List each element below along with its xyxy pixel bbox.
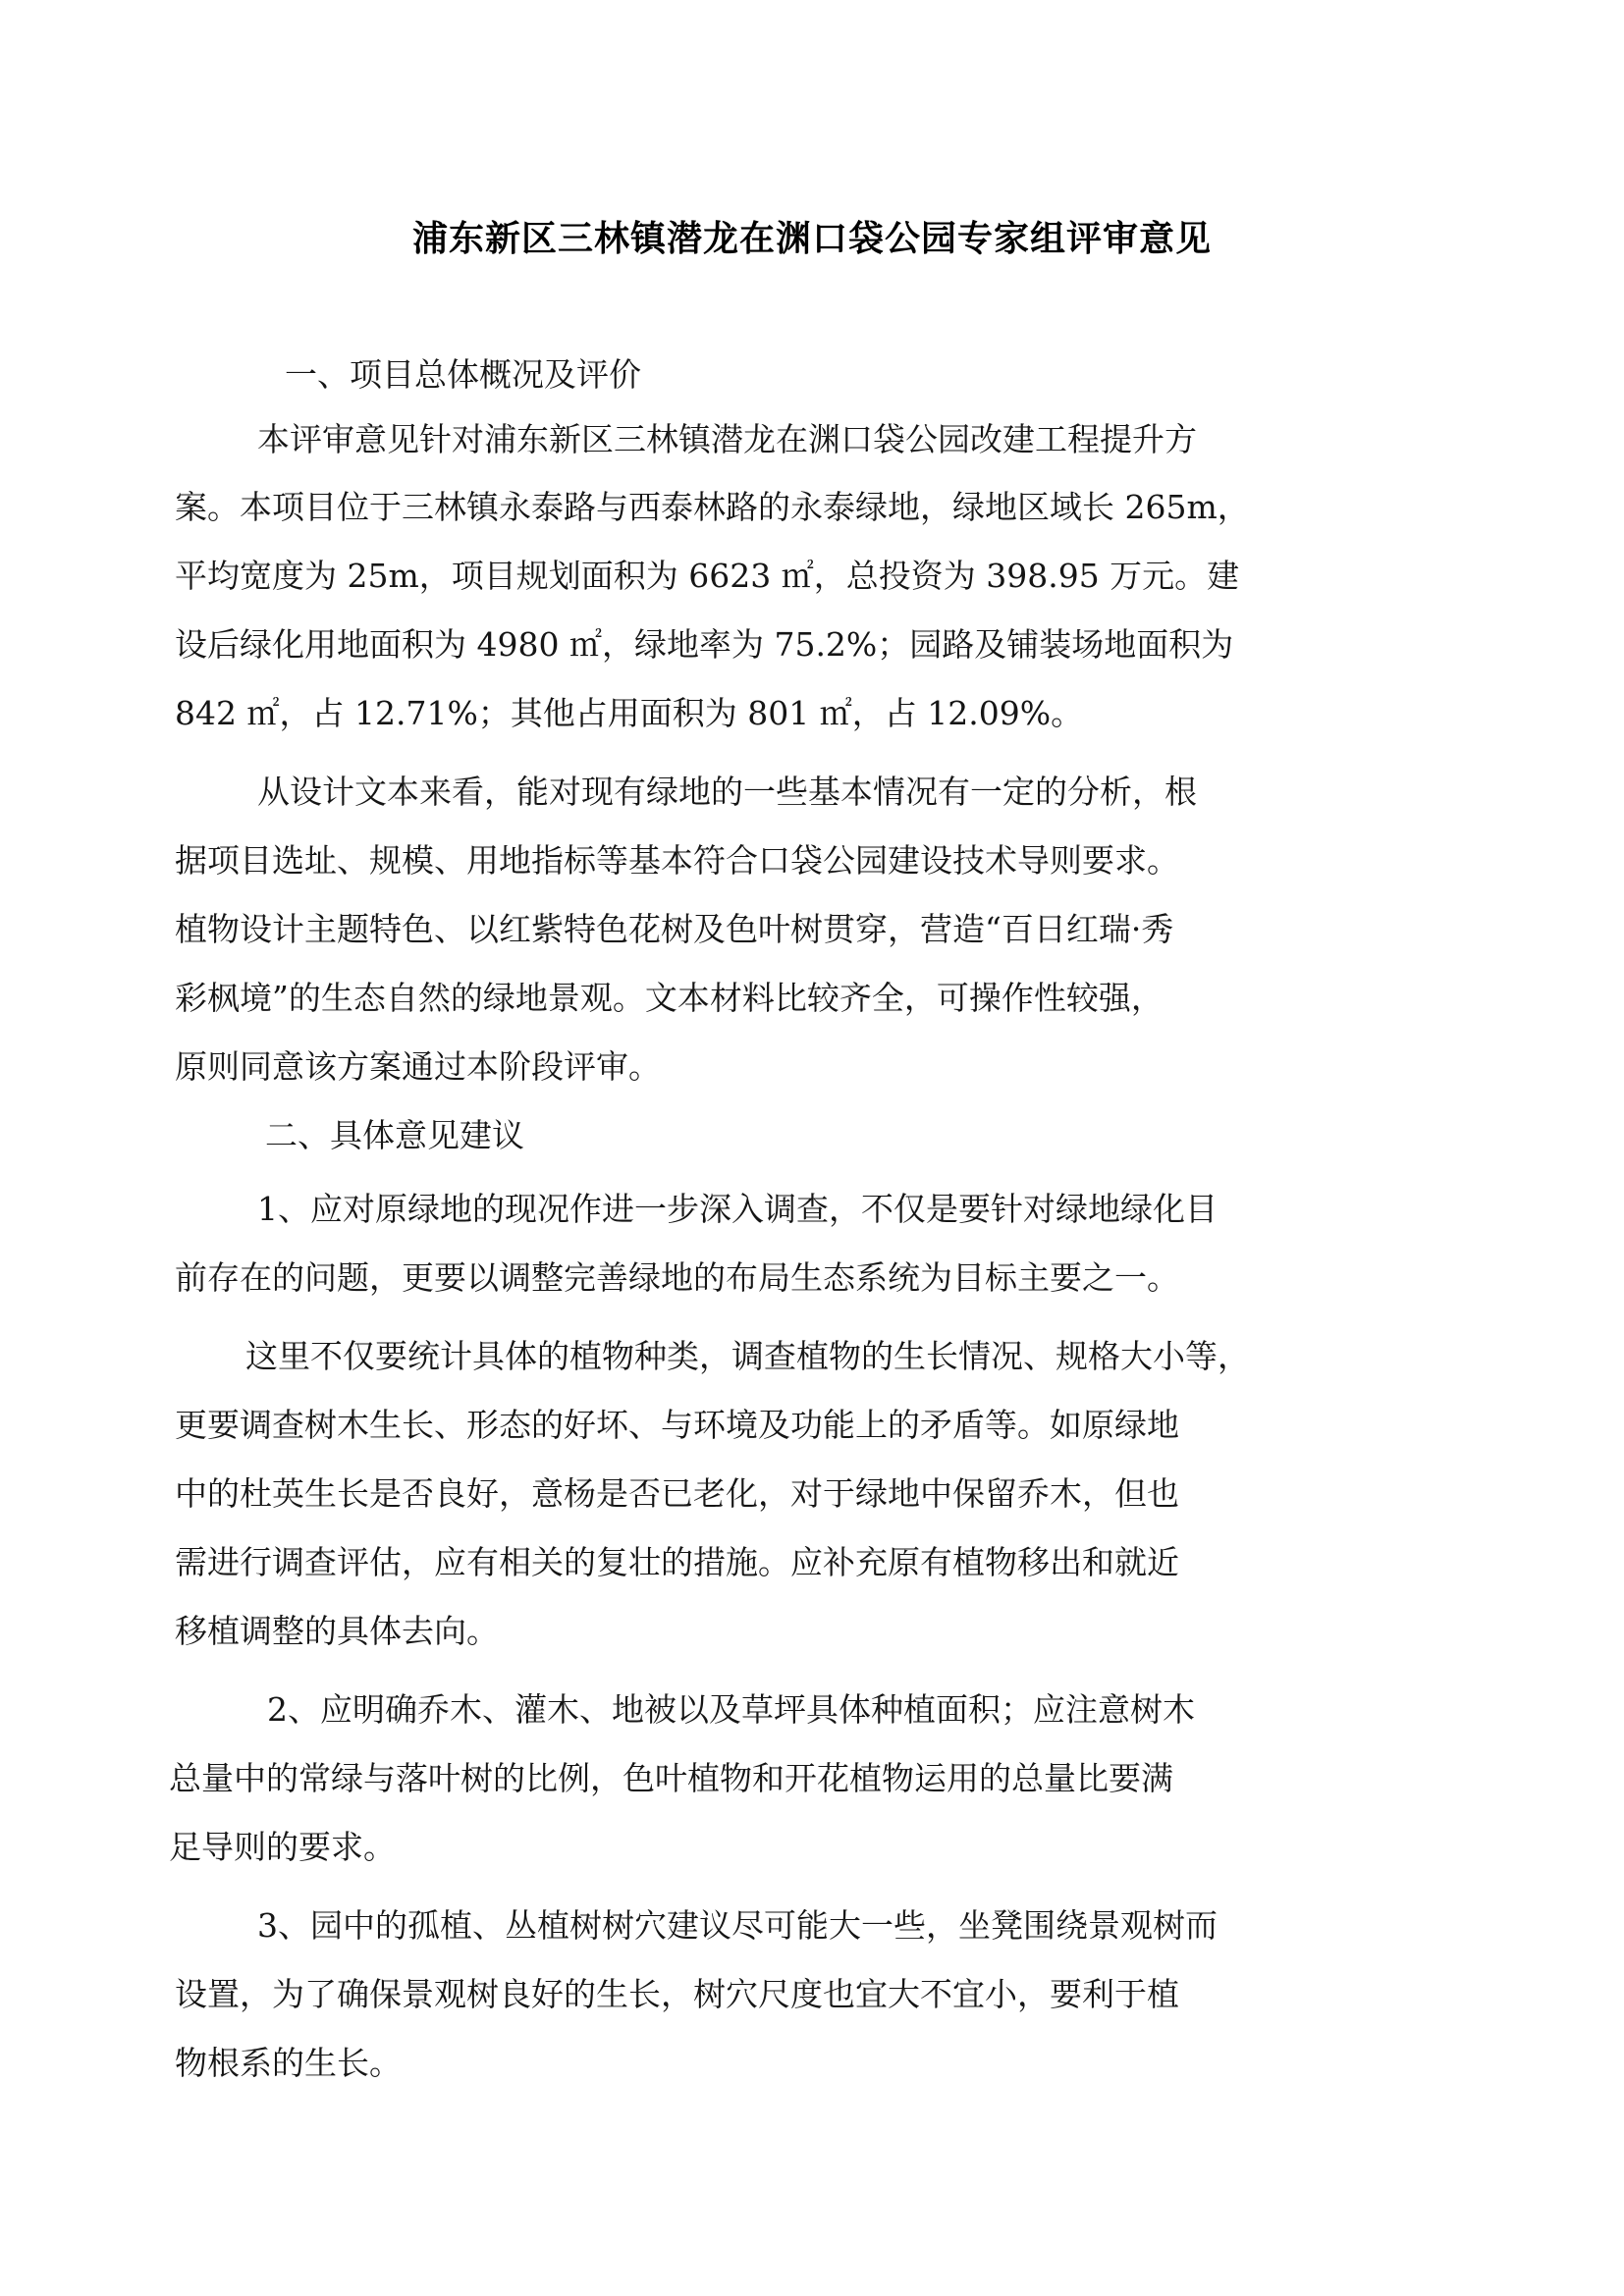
paragraph-line: 设后绿化用地面积为 4980 ㎡，绿地率为 75.2%；园路及铺装场地面积为 — [175, 625, 1234, 664]
paragraph-line: 原则同意该方案通过本阶段评审。 — [175, 1047, 661, 1086]
paragraph-line: 彩枫境”的生态自然的绿地景观。文本材料比较齐全，可操作性较强， — [175, 979, 1164, 1017]
paragraph-line: 案。本项目位于三林镇永泰路与西泰林路的永泰绿地，绿地区域长 265m， — [175, 488, 1250, 526]
suggestion-item-3-line: 3、园中的孤植、丛植树树穴建议尽可能大一些，坐凳围绕景观树而 — [257, 1906, 1218, 1945]
suggestion-item-2-line: 2、应明确乔木、灌木、地被以及草坪具体种植面积；应注意树木 — [267, 1690, 1195, 1729]
suggestion-item-1-detail-line: 中的杜英生长是否良好，意杨是否已老化，对于绿地中保留乔木，但也 — [175, 1474, 1179, 1513]
suggestion-item-1-line: 前存在的问题，更要以调整完善绿地的布局生态系统为目标主要之一。 — [175, 1258, 1179, 1297]
section-heading-suggestions: 二、具体意见建议 — [265, 1116, 524, 1154]
suggestion-item-1-detail-line: 这里不仅要统计具体的植物种类，调查植物的生长情况、规格大小等， — [245, 1337, 1250, 1375]
section-heading-overview: 一、项目总体概况及评价 — [285, 355, 641, 394]
paragraph-line: 本评审意见针对浦东新区三林镇潜龙在渊口袋公园改建工程提升方 — [257, 420, 1197, 458]
paragraph-line: 平均宽度为 25m，项目规划面积为 6623 ㎡，总投资为 398.95 万元。建 — [175, 557, 1240, 595]
paragraph-line: 842 ㎡，占 12.71%；其他占用面积为 801 ㎡，占 12.09%。 — [175, 694, 1084, 732]
paragraph-line: 植物设计主题特色、以红紫特色花树及色叶树贯穿，营造“百日红瑞·秀 — [175, 910, 1174, 948]
suggestion-item-1-line: 1、应对原绿地的现况作进一步深入调查，不仅是要针对绿地绿化目 — [257, 1190, 1218, 1228]
suggestion-item-3-line: 物根系的生长。 — [175, 2044, 402, 2082]
paragraph-line: 据项目选址、规模、用地指标等基本符合口袋公园建设技术导则要求。 — [175, 841, 1179, 880]
suggestion-item-1-detail-line: 更要调查树木生长、形态的好坏、与环境及功能上的矛盾等。如原绿地 — [175, 1406, 1179, 1444]
suggestion-item-1-detail-line: 移植调整的具体去向。 — [175, 1612, 499, 1650]
suggestion-item-2-line: 足导则的要求。 — [169, 1828, 396, 1866]
suggestion-item-2-line: 总量中的常绿与落叶树的比例，色叶植物和开花植物运用的总量比要满 — [169, 1759, 1173, 1797]
suggestion-item-3-line: 设置，为了确保景观树良好的生长，树穴尺度也宜大不宜小，要利于植 — [175, 1975, 1179, 2013]
paragraph-line: 从设计文本来看，能对现有绿地的一些基本情况有一定的分析，根 — [257, 773, 1197, 811]
suggestion-item-1-detail-line: 需进行调查评估，应有相关的复壮的措施。应补充原有植物移出和就近 — [175, 1543, 1179, 1581]
document-title: 浦东新区三林镇潜龙在渊口袋公园专家组评审意见 — [411, 219, 1212, 259]
